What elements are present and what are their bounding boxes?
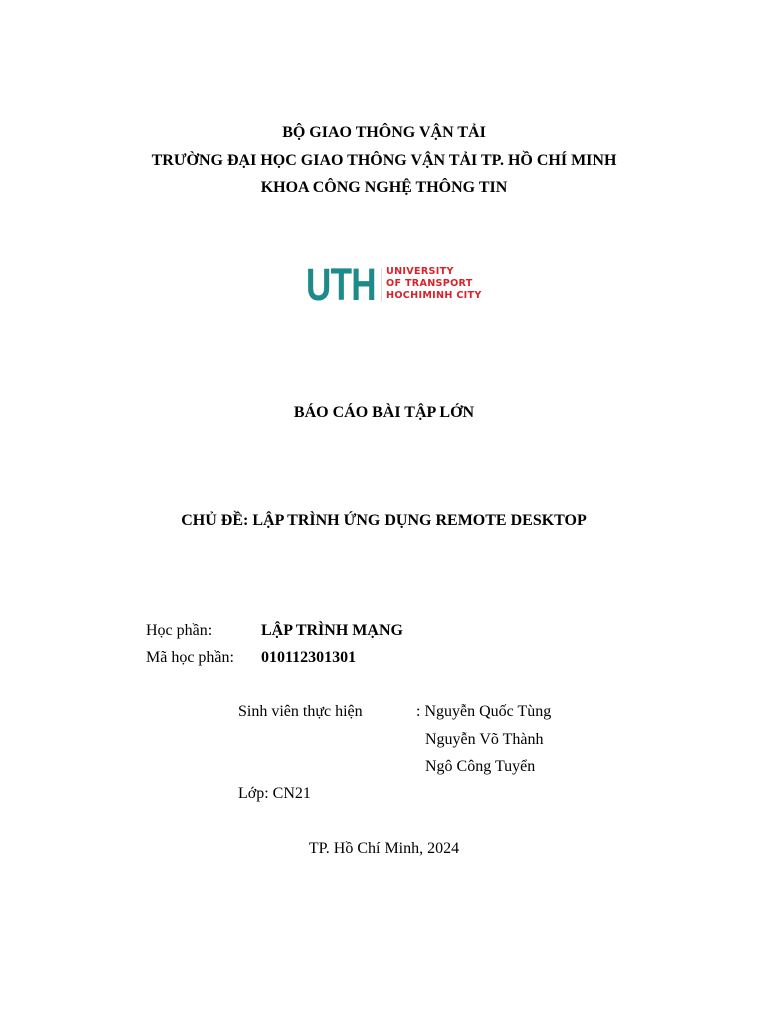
ministry-heading: BỘ GIAO THÔNG VẬN TẢI [282, 124, 486, 141]
logo-line-2: OF TRANSPORT [386, 278, 473, 289]
logo-wordmark [386, 266, 482, 302]
topic-title: CHỦ ĐỀ: LẬP TRÌNH ỨNG DỤNG REMOTE DESKTOP [181, 512, 587, 529]
student-name: Ngô Công Tuyển [425, 758, 536, 775]
course-label: Học phần: [146, 622, 213, 639]
course-code-value: 010112301301 [261, 649, 357, 666]
university-heading: TRƯỜNG ĐẠI HỌC GIAO THÔNG VẬN TẢI TP. HỒ CHÍ MINH [151, 152, 617, 169]
faculty-heading: KHOA CÔNG NGHỆ THÔNG TIN [260, 179, 508, 196]
logo-line-1: UNIVERSITY [386, 266, 454, 277]
uth-logo [306, 259, 482, 310]
student-name: Nguyễn Võ Thành [425, 731, 544, 748]
logo-line-3: HOCHIMINH CITY [386, 290, 482, 301]
place-date: TP. Hồ Chí Minh, 2024 [308, 840, 460, 857]
logo-mark: UTH [306, 259, 376, 310]
class-line: Lớp: CN21 [238, 785, 311, 802]
student-name: : Nguyễn Quốc Tùng [416, 703, 552, 720]
logo-divider [381, 268, 382, 302]
course-code-label: Mã học phần: [146, 649, 234, 666]
report-title: BÁO CÁO BÀI TẬP LỚN [293, 404, 475, 421]
students-label: Sinh viên thực hiện [238, 703, 363, 720]
course-value: LẬP TRÌNH MẠNG [261, 622, 403, 639]
